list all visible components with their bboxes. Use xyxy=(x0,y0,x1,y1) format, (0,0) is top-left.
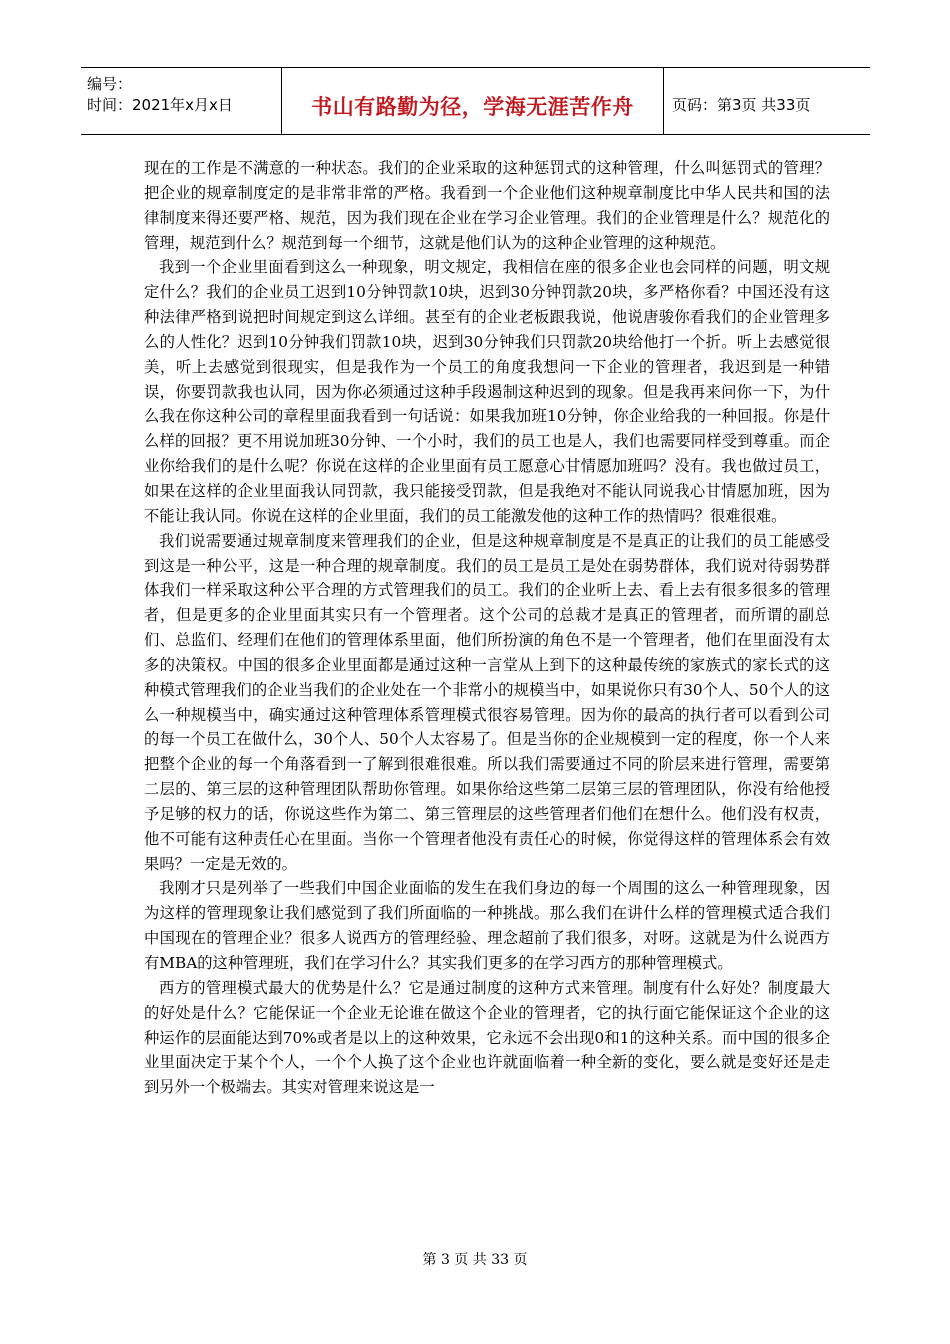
document-date-label: 时间：2021年x月x日 xyxy=(87,96,233,114)
header-page-info: 页码：第3页 共33页 xyxy=(672,96,811,114)
body-paragraph: 西方的管理模式最大的优势是什么？它是通过制度的这种方式来管理。制度有什么好处？制度最大的好处是什么？它能保证一个企业无论谁在做这个企业的管理者，它的执行面它能保证这个企业的这种运作的层面能达到70%或者是以上的这种效果，它永远不会出现0和1的这种关系。而中国的很多企业里面决定于某个个人，一个个人换了这个企业也许就面临着一种全新的变化，要么就是变好还是走到另外一个极端去。其实对管理来说这是一 xyxy=(144,978,830,1097)
header-page-cell xyxy=(664,68,870,134)
page-header xyxy=(81,67,870,135)
body-paragraph: 我刚才只是列举了一些我们中国企业面临的发生在我们身边的每一个周围的这么一种管理现象，因为这样的管理现象让我们感觉到了我们所面临的一种挑战。那么我们在讲什么样的管理模式适合我们中国现在的管理企业？很多人说西方的管理经验、理念超前了我们很多，对呀。这就是为什么说西方有MBA的这种管理班，我们在学习什么？其实我们更多的在学习西方的那种管理模式。 xyxy=(144,879,830,972)
body-paragraph: 我到一个企业里面看到这么一种现象，明文规定，我相信在座的很多企业也会同样的问题，明文规定什么？我们的企业员工迟到10分钟罚款10块，迟到30分钟罚款20块，多严格你看？中国还没有这种法律严格到说把时间规定到这么详细。甚至有的企业老板跟我说，他说唐骏你看我们的企业管理多么的人性化？迟到10分钟我们罚款10块，迟到30分钟我们只罚款20块给他打一个折。听上去感觉很美，听上去感觉到很现实，但是我作为一个员工的角度我想问一下企业的管理者，我迟到是一种错误，你要罚款我也认同，因为你必须通过这种手段遏制这种迟到的现象。但是我再来问你一下，为什么我在你这种公司的章程里面我看到一句话说：如果我加班10分钟，你企业给我的一种回报。你是什么样的回报？更不用说加班30分钟、一个小时，我们的员工也是人，我们也需要同样受到尊重。而企业你给我们的是什么呢？你说在这样的企业里面有员工愿意心甘情愿加班吗？没有。我也做过员工，如果在这样的企业里面我认同罚款，我只能接受罚款，但是我绝对不能认同说我心甘情愿加班，因为不能让我认同。你说在这样的企业里面，我们的员工能激发他的这种工作的热情吗？很难很难。 xyxy=(144,258,830,525)
header-motto: 书山有路勤为径，学海无涯苦作舟 xyxy=(311,95,634,119)
header-info-cell xyxy=(81,68,282,134)
body-paragraph: 我们说需要通过规章制度来管理我们的企业，但是这种规章制度是不是真正的让我们的员工能感受到这是一种公平，这是一种合理的规章制度。我们的员工是员工是处在弱势群体，我们说对待弱势群体我们一样采取这种公平合理的方式管理我们的员工。我们的企业听上去、看上去有很多很多的管理者，但是更多的企业里面其实只有一个管理者。这个公司的总裁才是真正的管理者，而所谓的副总们、总监们、经理们在他们的管理体系里面，他们所扮演的角色不是一个管理者，他们在里面没有太多的决策权。中国的很多企业里面都是通过这种一言堂从上到下的这种最传统的家族式的家长式的这种模式管理我们的企业当我们的企业处在一个非常小的规模当中，如果说你只有30个人、50个人的这么一种规模当中，确实通过这种管理体系管理模式很容易管理。因为你的最高的执行者可以看到公司的每一个员工在做什么，30个人、50个人太容易了。但是当你的企业规模到一定的程度，你一个人来把整个企业的每一个角落看到一了解到很难很难。所以我们需要通过不同的阶层来进行管理，需要第二层的、第三层的这种管理团队帮助你管理。如果你给这些第二层第三层的管理团队，你没有给他授予足够的权力的话，你说这些作为第二、第三管理层的这些管理者们他们在想什么。他们没有权责，他不可能有这种责任心在里面。当你一个管理者他没有责任心的时候，你觉得这样的管理体系会有效果吗？一定是无效的。 xyxy=(144,531,830,873)
header-motto-cell xyxy=(282,68,664,134)
document-body xyxy=(144,156,830,1100)
document-number-label: 编号： xyxy=(87,75,133,93)
body-paragraph: 现在的工作是不满意的一种状态。我们的企业采取的这种惩罚式的这种管理，什么叫惩罚式的管理？把企业的规章制度定的是非常非常的严格。我看到一个企业他们这种规章制度比中华人民共和国的法律制度来得还要严格、规范，因为我们现在企业在学习企业管理。我们的企业管理是什么？规范化的管理，规范到什么？规范到每一个细节，这就是他们认为的这种企业管理的这种规范。 xyxy=(144,159,830,252)
page-footer: 第 3 页 共 33 页 xyxy=(422,1252,528,1268)
